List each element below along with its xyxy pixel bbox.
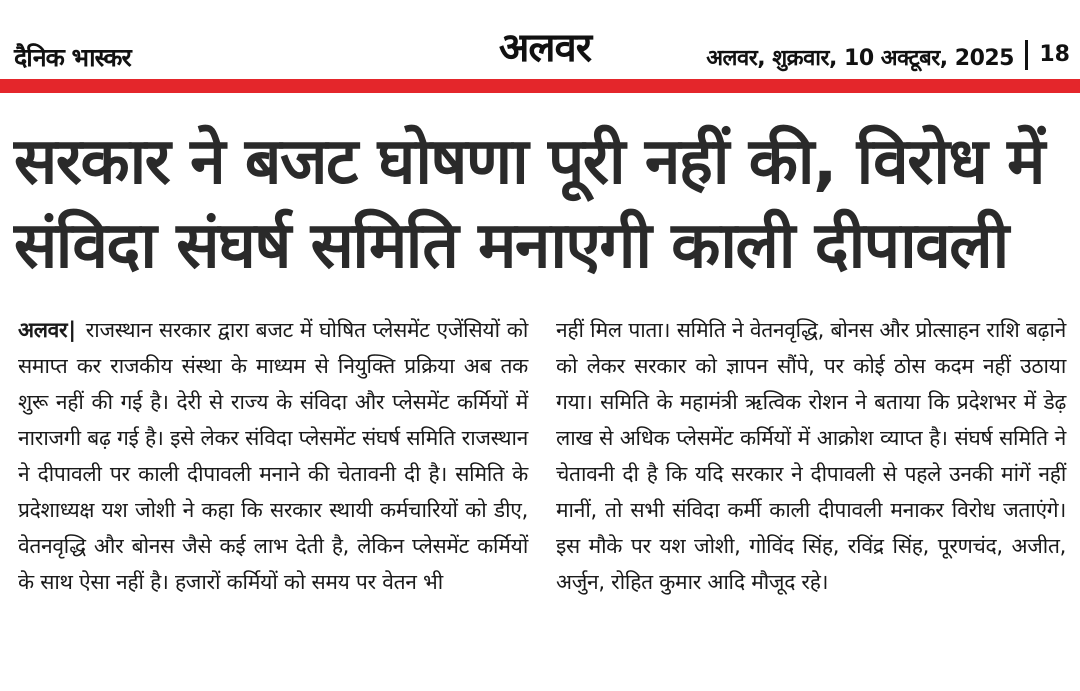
- headline-line-1: सरकार ने बजट घोषणा पूरी नहीं की, विरोध में: [14, 125, 1044, 199]
- article-text-left: राजस्थान सरकार द्वारा बजट में घोषित प्लेसमेंट एजेंसियों को समाप्त कर राजकीय संस्था के माध्यम से नियुक्ति प्रक्रिया अब तक शुरू नहीं की गई है। देरी से राज्य के संविदा और प्लेसमेंट कर्मियों में नाराजगी बढ़ गई है। इसे लेकर संविदा प्लेसमेंट संघर्ष समिति राजस्थान ने दीपावली पर काली दीपावली मनाने की चेतावनी दी है। समिति के प्रदेशाध्यक्ष यश जोशी ने कहा कि सरकार स्थायी कर्मचारियों को डीए, वेतनवृद्धि और बोनस जैसे कई लाभ देती है, लेकिन प्लेसमेंट कर्मियों के साथ ऐसा नहीं है। हजारों कर्मियों को समय पर वेतन भी: [18, 318, 528, 594]
- page-number: 18: [1039, 42, 1070, 67]
- article-paragraph-left: [18, 312, 528, 600]
- red-rule: [0, 79, 1080, 93]
- newspaper-brand: दैनिक भास्कर: [14, 43, 131, 72]
- section-name: अलवर: [498, 25, 592, 71]
- article-place: अलवर: [18, 318, 68, 342]
- article-column-left: [18, 312, 528, 600]
- article-body: [18, 312, 1068, 682]
- masthead: [0, 0, 1080, 78]
- page-divider: [1025, 40, 1028, 70]
- headline: [14, 120, 1074, 288]
- article-column-right: [556, 312, 1066, 600]
- headline-line-2: संविदा संघर्ष समिति मनाएगी काली दीपावली: [14, 209, 1008, 283]
- dateline: अलवर, शुक्रवार, 10 अक्टूबर, 2025: [706, 46, 1014, 71]
- place-separator: |: [68, 318, 76, 342]
- article-text-right: नहीं मिल पाता। समिति ने वेतनवृद्धि, बोनस और प्रोत्साहन राशि बढ़ाने को लेकर सरकार को ज्ञापन सौंपे, पर कोई ठोस कदम नहीं उठाया गया। समिति के महामंत्री ऋत्विक रोशन ने बताया कि प्रदेशभर में डेढ़ लाख से अधिक प्लेसमेंट कर्मियों में आक्रोश व्याप्त है। संघर्ष समिति ने चेतावनी दी है कि यदि सरकार ने दीपावली से पहले उनकी मांगें नहीं मानीं, तो सभी संविदा कर्मी काली दीपावली मनाकर विरोध जताएंगे। इस मौके पर यश जोशी, गोविंद सिंह, रविंद्र सिंह, पूरणचंद, अजीत, अर्जुन, रोहित कुमार आदि मौजूद रहे।: [556, 318, 1066, 594]
